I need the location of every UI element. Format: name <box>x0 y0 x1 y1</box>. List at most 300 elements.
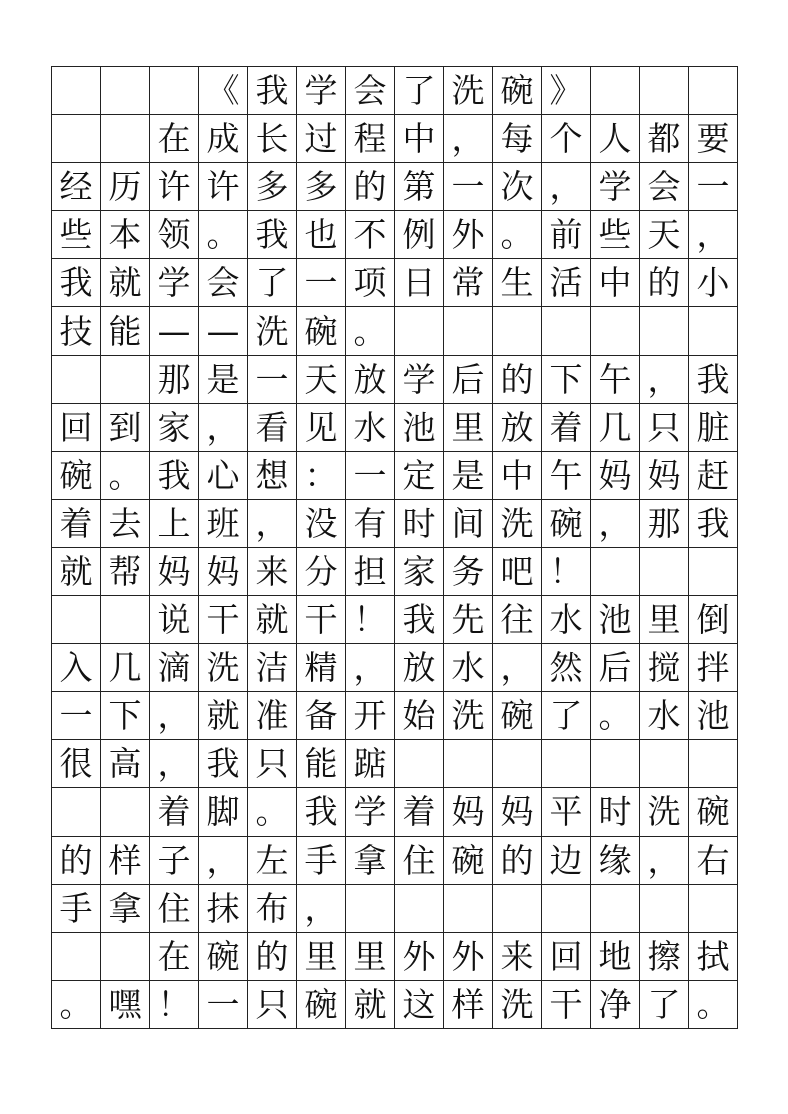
grid-cell: 一 <box>199 980 248 1028</box>
grid-cell: 了 <box>248 259 297 307</box>
grid-cell: 洗 <box>444 67 493 115</box>
grid-cell: 左 <box>248 836 297 884</box>
grid-cell <box>493 740 542 788</box>
grid-row <box>52 211 738 259</box>
grid-cell: 一 <box>444 163 493 211</box>
grid-cell: 也 <box>297 211 346 259</box>
grid-cell: 了 <box>395 67 444 115</box>
grid-cell: 多 <box>297 163 346 211</box>
grid-cell: 右 <box>689 836 738 884</box>
grid-cell <box>395 307 444 355</box>
grid-cell: 就 <box>248 596 297 644</box>
grid-cell: 很 <box>52 740 101 788</box>
grid-cell <box>101 788 150 836</box>
grid-cell <box>150 67 199 115</box>
grid-cell: 高 <box>101 740 150 788</box>
grid-cell: 许 <box>150 163 199 211</box>
grid-cell: 几 <box>591 403 640 451</box>
grid-row <box>52 692 738 740</box>
grid-cell: 定 <box>395 451 444 499</box>
grid-cell: 些 <box>591 211 640 259</box>
grid-cell: 不 <box>346 211 395 259</box>
grid-cell: 来 <box>493 932 542 980</box>
grid-cell: 赶 <box>689 451 738 499</box>
grid-cell: 家 <box>150 403 199 451</box>
grid-cell: 滴 <box>150 644 199 692</box>
grid-cell: 洗 <box>248 307 297 355</box>
grid-cell: 天 <box>640 211 689 259</box>
grid-cell: 。 <box>689 980 738 1028</box>
grid-row <box>52 115 738 163</box>
grid-row <box>52 836 738 884</box>
grid-cell: 吧 <box>493 547 542 595</box>
grid-cell: ， <box>591 499 640 547</box>
grid-cell: 日 <box>395 259 444 307</box>
grid-cell: 有 <box>346 499 395 547</box>
grid-cell: 一 <box>52 692 101 740</box>
grid-cell: 班 <box>199 499 248 547</box>
grid-cell <box>395 740 444 788</box>
grid-cell: 精 <box>297 644 346 692</box>
grid-cell: 池 <box>591 596 640 644</box>
grid-cell: — <box>150 307 199 355</box>
grid-cell: 我 <box>248 211 297 259</box>
grid-cell: 时 <box>395 499 444 547</box>
grid-cell: 经 <box>52 163 101 211</box>
grid-cell: 上 <box>150 499 199 547</box>
grid-cell <box>101 932 150 980</box>
grid-cell: 下 <box>542 355 591 403</box>
grid-cell: 住 <box>150 884 199 932</box>
grid-cell: 个 <box>542 115 591 163</box>
grid-cell: 就 <box>346 980 395 1028</box>
grid-cell <box>591 884 640 932</box>
grid-cell: 洗 <box>199 644 248 692</box>
grid-cell: 学 <box>297 67 346 115</box>
grid-cell: 中 <box>591 259 640 307</box>
grid-cell: 样 <box>101 836 150 884</box>
grid-cell: 中 <box>493 451 542 499</box>
grid-cell <box>640 740 689 788</box>
grid-cell: 脚 <box>199 788 248 836</box>
grid-cell: 放 <box>346 355 395 403</box>
grid-cell: 常 <box>444 259 493 307</box>
grid-row <box>52 884 738 932</box>
grid-cell: 着 <box>52 499 101 547</box>
grid-cell: 就 <box>52 547 101 595</box>
grid-cell: 来 <box>248 547 297 595</box>
grid-cell: 了 <box>640 980 689 1028</box>
grid-cell: 抹 <box>199 884 248 932</box>
grid-cell: 妈 <box>150 547 199 595</box>
grid-cell: 时 <box>591 788 640 836</box>
grid-cell: 天 <box>297 355 346 403</box>
grid-row <box>52 980 738 1028</box>
grid-cell: 水 <box>640 692 689 740</box>
grid-cell: 帮 <box>101 547 150 595</box>
grid-cell <box>689 547 738 595</box>
grid-row <box>52 307 738 355</box>
grid-cell: 多 <box>248 163 297 211</box>
grid-cell: 准 <box>248 692 297 740</box>
grid-cell: ， <box>150 692 199 740</box>
grid-cell: 会 <box>346 67 395 115</box>
grid-cell: 了 <box>542 692 591 740</box>
grid-cell <box>444 884 493 932</box>
grid-cell: 一 <box>689 163 738 211</box>
grid-cell: 些 <box>52 211 101 259</box>
grid-cell: 我 <box>297 788 346 836</box>
grid-cell: 学 <box>150 259 199 307</box>
grid-cell <box>542 740 591 788</box>
grid-cell: 活 <box>542 259 591 307</box>
grid-cell: 。 <box>346 307 395 355</box>
grid-cell: 手 <box>52 884 101 932</box>
grid-cell: 住 <box>395 836 444 884</box>
grid-cell: 只 <box>248 980 297 1028</box>
grid-cell: 碗 <box>444 836 493 884</box>
grid-cell: 洗 <box>640 788 689 836</box>
grid-cell <box>689 884 738 932</box>
grid-row <box>52 499 738 547</box>
grid-cell: ， <box>689 211 738 259</box>
grid-cell <box>444 740 493 788</box>
grid-cell: 洗 <box>444 692 493 740</box>
grid-cell <box>591 67 640 115</box>
grid-cell: 妈 <box>493 788 542 836</box>
grid-cell: 碗 <box>493 692 542 740</box>
grid-cell: 放 <box>395 644 444 692</box>
grid-cell: 许 <box>199 163 248 211</box>
grid-cell: 然 <box>542 644 591 692</box>
grid-cell: 每 <box>493 115 542 163</box>
grid-cell: ， <box>297 884 346 932</box>
grid-row <box>52 451 738 499</box>
grid-cell: 洗 <box>493 980 542 1028</box>
grid-cell: 往 <box>493 596 542 644</box>
grid-cell: 历 <box>101 163 150 211</box>
grid-cell: 碗 <box>542 499 591 547</box>
grid-cell: 洗 <box>493 499 542 547</box>
grid-cell: 样 <box>444 980 493 1028</box>
grid-cell <box>591 547 640 595</box>
grid-cell: 平 <box>542 788 591 836</box>
grid-cell <box>542 884 591 932</box>
grid-row <box>52 596 738 644</box>
grid-cell: 我 <box>52 259 101 307</box>
grid-cell: 妈 <box>640 451 689 499</box>
grid-cell <box>395 884 444 932</box>
grid-cell: 池 <box>689 692 738 740</box>
grid-cell: 要 <box>689 115 738 163</box>
grid-cell: 碗 <box>689 788 738 836</box>
grid-cell <box>640 884 689 932</box>
grid-cell: 。 <box>493 211 542 259</box>
grid-cell <box>101 596 150 644</box>
grid-cell: 下 <box>101 692 150 740</box>
grid-cell <box>52 67 101 115</box>
grid-cell: 子 <box>150 836 199 884</box>
grid-cell: 边 <box>542 836 591 884</box>
grid-cell: 长 <box>248 115 297 163</box>
grid-cell: 碗 <box>297 980 346 1028</box>
grid-cell <box>542 307 591 355</box>
grid-row <box>52 788 738 836</box>
grid-cell <box>52 115 101 163</box>
grid-cell: 水 <box>542 596 591 644</box>
grid-cell: ！ <box>150 980 199 1028</box>
grid-cell: 见 <box>297 403 346 451</box>
grid-cell: 擦 <box>640 932 689 980</box>
grid-cell: 学 <box>346 788 395 836</box>
grid-cell: ， <box>542 163 591 211</box>
grid-cell: 。 <box>591 692 640 740</box>
grid-cell: 干 <box>542 980 591 1028</box>
grid-cell <box>444 307 493 355</box>
grid-cell: 次 <box>493 163 542 211</box>
grid-cell: 拌 <box>689 644 738 692</box>
grid-cell: 里 <box>640 596 689 644</box>
grid-cell <box>101 115 150 163</box>
grid-cell: 里 <box>346 932 395 980</box>
grid-cell: 的 <box>52 836 101 884</box>
grid-cell: 洁 <box>248 644 297 692</box>
grid-cell: 搅 <box>640 644 689 692</box>
grid-cell: 我 <box>199 740 248 788</box>
grid-cell: 是 <box>444 451 493 499</box>
grid-cell: 人 <box>591 115 640 163</box>
grid-row <box>52 740 738 788</box>
grid-cell: 妈 <box>444 788 493 836</box>
grid-cell: 分 <box>297 547 346 595</box>
grid-cell: 的 <box>640 259 689 307</box>
grid-cell <box>52 355 101 403</box>
grid-cell: 家 <box>395 547 444 595</box>
grid-cell: 间 <box>444 499 493 547</box>
grid-cell: 心 <box>199 451 248 499</box>
grid-cell <box>689 67 738 115</box>
grid-cell: 水 <box>346 403 395 451</box>
grid-cell: 后 <box>591 644 640 692</box>
grid-cell: 《 <box>199 67 248 115</box>
grid-cell: 前 <box>542 211 591 259</box>
grid-cell: 是 <box>199 355 248 403</box>
grid-cell: 着 <box>150 788 199 836</box>
grid-cell: 能 <box>101 307 150 355</box>
grid-cell: ， <box>150 740 199 788</box>
grid-cell: 拿 <box>346 836 395 884</box>
grid-cell: 的 <box>346 163 395 211</box>
grid-cell <box>493 307 542 355</box>
grid-cell: 一 <box>346 451 395 499</box>
grid-cell: 我 <box>395 596 444 644</box>
grid-cell: 放 <box>493 403 542 451</box>
grid-cell: 入 <box>52 644 101 692</box>
grid-cell: 的 <box>493 355 542 403</box>
grid-cell: 想 <box>248 451 297 499</box>
grid-cell: 我 <box>248 67 297 115</box>
grid-cell: 第 <box>395 163 444 211</box>
grid-cell: 会 <box>199 259 248 307</box>
grid-cell: 始 <box>395 692 444 740</box>
grid-cell: ！ <box>542 547 591 595</box>
grid-cell: 程 <box>346 115 395 163</box>
grid-cell <box>640 307 689 355</box>
grid-cell: 布 <box>248 884 297 932</box>
grid-cell: ， <box>346 644 395 692</box>
grid-cell <box>689 307 738 355</box>
grid-cell: 到 <box>101 403 150 451</box>
grid-cell: 说 <box>150 596 199 644</box>
grid-cell: 学 <box>395 355 444 403</box>
grid-cell: 项 <box>346 259 395 307</box>
grid-cell: 我 <box>689 355 738 403</box>
grid-cell: 没 <box>297 499 346 547</box>
grid-cell: 就 <box>199 692 248 740</box>
grid-cell: 回 <box>542 932 591 980</box>
grid-cell <box>101 355 150 403</box>
writing-grid <box>51 66 738 1029</box>
grid-cell <box>591 740 640 788</box>
grid-cell: 开 <box>346 692 395 740</box>
grid-cell: 干 <box>199 596 248 644</box>
grid-cell: 。 <box>101 451 150 499</box>
grid-cell: 外 <box>444 932 493 980</box>
grid-cell <box>52 788 101 836</box>
grid-cell: 》 <box>542 67 591 115</box>
grid-row <box>52 67 738 115</box>
grid-cell: ， <box>444 115 493 163</box>
grid-cell: — <box>199 307 248 355</box>
grid-cell: 中 <box>395 115 444 163</box>
grid-cell: 水 <box>444 644 493 692</box>
grid-cell: 地 <box>591 932 640 980</box>
grid-cell: 。 <box>52 980 101 1028</box>
grid-cell: 午 <box>542 451 591 499</box>
grid-cell: 在 <box>150 932 199 980</box>
grid-cell: 几 <box>101 644 150 692</box>
grid-cell: 午 <box>591 355 640 403</box>
grid-cell: 过 <box>297 115 346 163</box>
grid-cell: 去 <box>101 499 150 547</box>
grid-cell <box>493 884 542 932</box>
grid-cell: 担 <box>346 547 395 595</box>
grid-cell: 踮 <box>346 740 395 788</box>
grid-cell: 生 <box>493 259 542 307</box>
grid-cell: 我 <box>150 451 199 499</box>
grid-cell: 那 <box>150 355 199 403</box>
grid-cell: 本 <box>101 211 150 259</box>
grid-cell: ： <box>297 451 346 499</box>
grid-cell: 一 <box>297 259 346 307</box>
grid-cell: ， <box>199 403 248 451</box>
grid-cell: 碗 <box>297 307 346 355</box>
grid-cell: 都 <box>640 115 689 163</box>
grid-cell: 。 <box>248 788 297 836</box>
grid-cell <box>346 884 395 932</box>
grid-cell <box>640 547 689 595</box>
grid-cell: 那 <box>640 499 689 547</box>
grid-cell: 净 <box>591 980 640 1028</box>
grid-cell: 一 <box>248 355 297 403</box>
grid-cell <box>52 932 101 980</box>
grid-row <box>52 163 738 211</box>
grid-cell <box>101 67 150 115</box>
grid-cell: 先 <box>444 596 493 644</box>
grid-cell: 会 <box>640 163 689 211</box>
grid-row <box>52 355 738 403</box>
grid-cell: 着 <box>542 403 591 451</box>
grid-row <box>52 403 738 451</box>
grid-cell: 的 <box>493 836 542 884</box>
grid-cell: 里 <box>444 403 493 451</box>
grid-cell: ， <box>493 644 542 692</box>
grid-cell: 外 <box>395 932 444 980</box>
grid-cell: ！ <box>346 596 395 644</box>
grid-cell: 例 <box>395 211 444 259</box>
grid-cell: 手 <box>297 836 346 884</box>
grid-row <box>52 644 738 692</box>
grid-cell: 妈 <box>199 547 248 595</box>
grid-cell: 技 <box>52 307 101 355</box>
grid-cell: 就 <box>101 259 150 307</box>
grid-cell <box>52 596 101 644</box>
grid-cell: 的 <box>248 932 297 980</box>
grid-row <box>52 547 738 595</box>
grid-cell: 拭 <box>689 932 738 980</box>
grid-cell: 这 <box>395 980 444 1028</box>
grid-cell: 拿 <box>101 884 150 932</box>
grid-cell: 倒 <box>689 596 738 644</box>
grid-cell: 后 <box>444 355 493 403</box>
grid-cell: 在 <box>150 115 199 163</box>
grid-cell: 碗 <box>493 67 542 115</box>
grid-cell: 能 <box>297 740 346 788</box>
grid-cell: 嘿 <box>101 980 150 1028</box>
grid-cell: 学 <box>591 163 640 211</box>
grid-cell: 脏 <box>689 403 738 451</box>
grid-cell: 务 <box>444 547 493 595</box>
grid-cell <box>640 67 689 115</box>
grid-cell: 领 <box>150 211 199 259</box>
grid-cell: 回 <box>52 403 101 451</box>
grid-cell <box>591 307 640 355</box>
grid-cell: ， <box>199 836 248 884</box>
grid-cell: 我 <box>689 499 738 547</box>
grid-cell: 妈 <box>591 451 640 499</box>
grid-cell: 外 <box>444 211 493 259</box>
grid-cell: ， <box>640 355 689 403</box>
grid-cell: 。 <box>199 211 248 259</box>
grid-cell: 成 <box>199 115 248 163</box>
grid-cell <box>689 740 738 788</box>
grid-cell: ， <box>248 499 297 547</box>
grid-cell: 看 <box>248 403 297 451</box>
grid-cell: 池 <box>395 403 444 451</box>
grid-cell: ， <box>640 836 689 884</box>
grid-cell: 碗 <box>52 451 101 499</box>
grid-row <box>52 932 738 980</box>
grid-cell: 缘 <box>591 836 640 884</box>
grid-row <box>52 259 738 307</box>
grid-cell: 备 <box>297 692 346 740</box>
grid-cell: 小 <box>689 259 738 307</box>
grid-cell: 只 <box>640 403 689 451</box>
grid-cell: 干 <box>297 596 346 644</box>
grid-cell: 里 <box>297 932 346 980</box>
grid-cell: 只 <box>248 740 297 788</box>
grid-cell: 碗 <box>199 932 248 980</box>
